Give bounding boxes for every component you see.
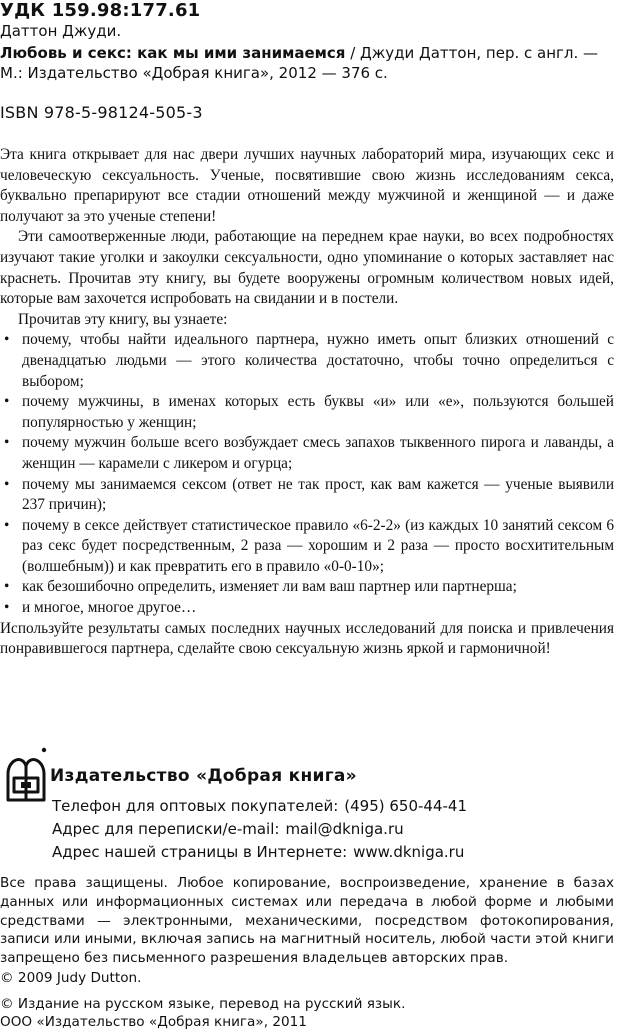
email-label: Адрес для переписки/e-mail:: [52, 820, 280, 838]
email-link[interactable]: mail@dkniga.ru: [285, 820, 404, 838]
biblio-details: / Джуди Даттон, пер. с англ. —: [345, 44, 599, 62]
publisher-logo-icon: [4, 744, 48, 804]
list-item: [0, 577, 614, 598]
phone-value: (495) 650-44-41: [344, 797, 468, 815]
bullet-icon: •: [4, 393, 10, 411]
list-item-text: почему мужчин больше всего возбуждает смесь запахов тыквенного пирога и лаванды, а женщин — карамели с ликером и огурца;: [22, 434, 614, 472]
udk-code: УДК 159.98:177.61: [0, 0, 201, 21]
list-item: [0, 475, 614, 516]
biblio-imprint: М.: Издательство «Добрая книга», 2012 — 376 с.: [0, 64, 388, 82]
annotation-paragraph-1: Эта книга открывает для нас двери лучших научных лабораторий мира, изучающих секс и человеческую сексуальность. Ученые, посвятившие свою жизнь исследованиям секса, буквально препарируют все стадии отношений между мужчиной и женщиной — и даже получают за это ученые степени!: [0, 146, 614, 225]
list-item-text: как безошибочно определить, изменяет ли вам ваш партнер или партнерша;: [22, 578, 517, 596]
annotation: [0, 145, 614, 660]
bullet-icon: •: [4, 599, 10, 617]
rights-notice: Все права защищены. Любое копирование, воспроизведение, хранение в базах данных или информационных системах или передача в любой форме и любыми средствами — электронными, механическими, посредством фотокопирования, записи или иными, включая запись на магнитный носитель, любой части этой книги запрещено без письменного разрешения владельцев авторских прав.: [0, 875, 614, 967]
bullet-icon: •: [4, 578, 10, 596]
bullet-icon: •: [4, 434, 10, 452]
annotation-list-intro: Прочитав эту книгу, вы узнаете:: [18, 310, 228, 328]
publisher-web-line: [52, 843, 464, 861]
benefits-list: [0, 330, 614, 618]
list-item: [0, 433, 614, 474]
bullet-icon: •: [4, 475, 10, 493]
list-item-text: почему мужчины, в именах которых есть буквы «и» или «е», пользуются большей популярностью у женщин;: [22, 393, 614, 431]
publisher-email-line: [52, 820, 404, 838]
publisher-name: Издательство «Добрая книга»: [50, 766, 357, 786]
list-item: [0, 392, 614, 433]
bullet-icon: •: [4, 516, 10, 534]
list-item-text: и многое, многое другое…: [22, 599, 197, 617]
list-item: [0, 516, 614, 578]
annotation-paragraph-closing: Используйте результаты самых последних научных исследований для поиска и привлечения понравившегося партнера, сделайте свою сексуальную жизнь яркой и гармоничной!: [0, 619, 614, 658]
list-item-text: почему мы занимаемся сексом (ответ не так прост, как вам кажется — ученые выявили 237 причин);: [22, 475, 614, 514]
book-title: Любовь и секс: как мы ими занимаемся: [0, 44, 346, 62]
list-item-text: почему в сексе действует статистическое правило «6-2-2» (из каждых 10 занятий сексом 6 раз секс будет посредственным, 2 раза — хорошим и 2 раза — просто восхитительным (волшебным)) и как превратить его в правило «0-0-10»;: [22, 516, 614, 575]
web-label: Адрес нашей страницы в Интернете:: [52, 843, 348, 861]
translation-copyright-line-2: ООО «Издательство «Добрая книга», 2011: [0, 1014, 307, 1030]
bibliographic-record: [0, 43, 612, 83]
isbn: ISBN 978-5-98124-505-3: [0, 103, 203, 122]
author-name: Даттон Джуди.: [0, 22, 122, 40]
list-item-text: почему, чтобы найти идеального партнера, нужно иметь опыт близких отношений с двенадцатью людьми — этого количества достаточно, чтобы точно определиться с выбором;: [22, 331, 614, 390]
list-item: [0, 598, 614, 619]
web-link[interactable]: www.dkniga.ru: [353, 843, 465, 861]
list-item: [0, 330, 614, 392]
publisher-phone-line: [52, 797, 467, 815]
phone-label: Телефон для оптовых покупателей:: [52, 797, 339, 815]
bullet-icon: •: [4, 331, 10, 349]
translation-copyright: [0, 995, 405, 1031]
translation-copyright-line-1: © Издание на русском языке, перевод на русский язык.: [0, 996, 406, 1012]
original-copyright: © 2009 Judy Dutton.: [0, 970, 142, 986]
annotation-paragraph-2: Эти самоотверженные люди, работающие на переднем крае науки, во всех подробностях изучают такие уголки и закоулки сексуальности, одно упоминание о которых заставляет нас краснеть. Прочитав эту книгу, вы будете вооружены огромным количеством новых идей, которые вам захочется испробовать на свидании и в постели.: [0, 228, 614, 308]
